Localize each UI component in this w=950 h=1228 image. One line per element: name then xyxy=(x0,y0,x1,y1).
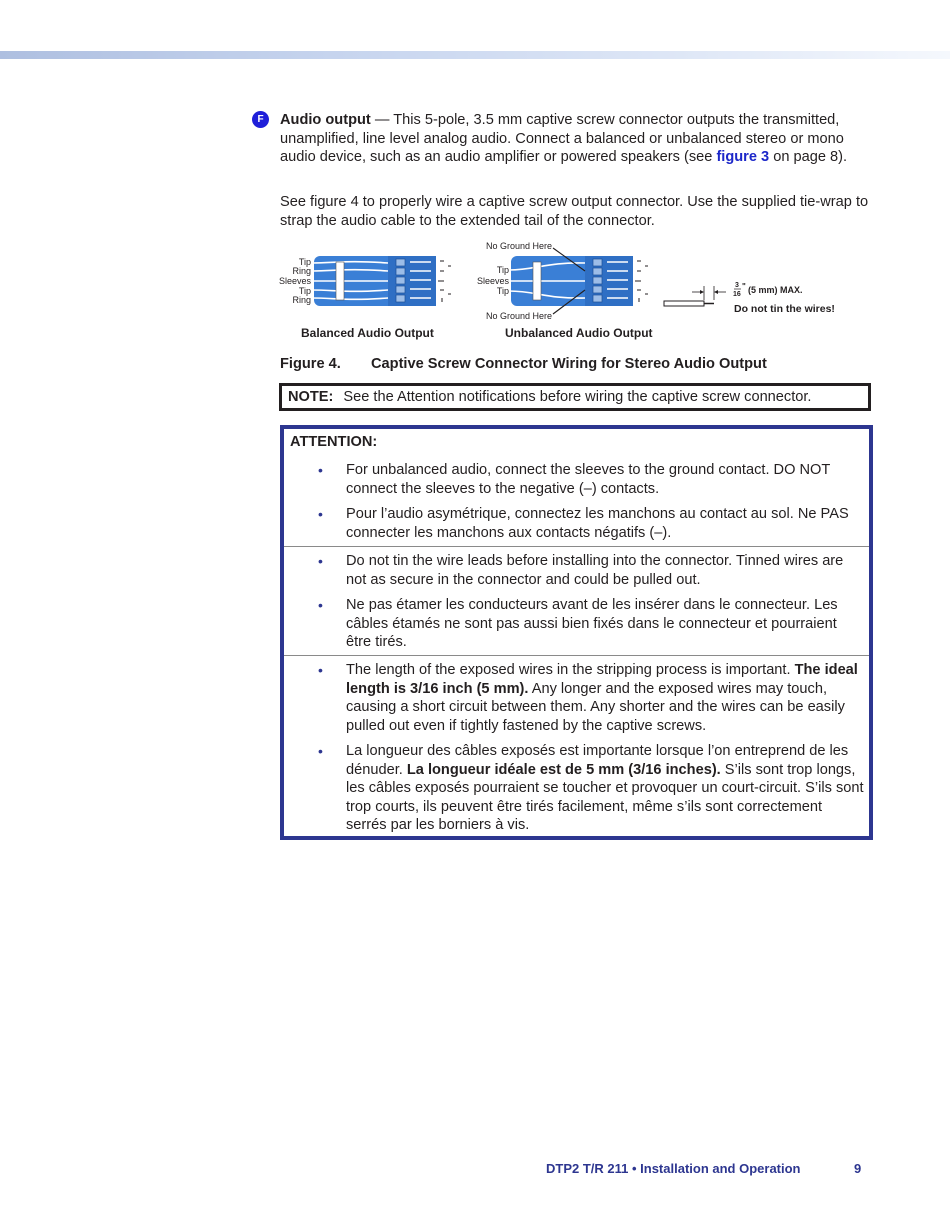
figure-caption xyxy=(280,356,767,372)
item-text: S’ils sont trop longs, les câbles exposés pourraient se toucher et provoquer un court-circuit. S’ils sont trop courts, ils peuvent être tirés facilement, même s’ils sont correctement serrés par les borniers à vis. xyxy=(346,761,864,834)
tin-warning: Do not tin the wires! xyxy=(734,303,835,315)
balanced-connector xyxy=(312,256,436,306)
bullet: • xyxy=(318,597,323,613)
figure-3-link[interactable]: figure 3 xyxy=(716,149,770,166)
audio-output-paragraph xyxy=(280,111,872,167)
balanced-caption: Balanced Audio Output xyxy=(301,326,434,340)
balanced-label-tip: Tip xyxy=(298,257,311,267)
section-title: Audio output xyxy=(280,112,371,128)
figure-title: Captive Screw Connector Wiring for Stereo Audio Output xyxy=(371,356,767,372)
stripped-wire-detail xyxy=(664,286,726,306)
attention-item xyxy=(346,661,864,735)
wiring-figure xyxy=(276,238,856,346)
wiring-paragraph: See figure 4 to properly wire a captive screw output connector. Use the supplied tie-wrap to strap the audio cable to the extended tail of the connector. xyxy=(280,194,869,229)
header-bar xyxy=(0,51,950,59)
bullet: • xyxy=(318,553,323,569)
bullet: • xyxy=(318,506,323,522)
item-emphasis: The ideal length is 3/16 inch (5 mm). xyxy=(346,662,858,697)
bullet: • xyxy=(318,662,323,678)
bullet: • xyxy=(318,462,323,478)
attention-item: Pour l’audio asymétrique, connectez les manchons au contact au sol. Ne PAS connecter les manchons aux contacts négatifs (–). xyxy=(346,506,849,541)
attention-item: Do not tin the wire leads before installing into the connector. Tinned wires are not as secure in the connector and could be pulled out. xyxy=(346,553,844,588)
balanced-label-sleeves: Sleeves xyxy=(278,276,311,286)
footer-page-number: 9 xyxy=(854,1161,862,1176)
attention-item xyxy=(346,742,864,835)
title-dash: — xyxy=(370,112,394,128)
note-box xyxy=(279,383,871,411)
section-text-2: on page 8). xyxy=(769,149,848,166)
balanced-label-tip-2: Tip xyxy=(298,286,311,296)
item-text: The length of the exposed wires in the stripping process is important. xyxy=(346,662,795,678)
attention-box xyxy=(280,425,873,840)
note-text: See the Attention notifications before wiring the captive screw connector. xyxy=(343,389,812,405)
unbalanced-connector xyxy=(509,248,633,314)
figure-number: Figure 4. xyxy=(280,356,341,372)
attention-item: For unbalanced audio, connect the sleeves to the ground contact. DO NOT connect the sleeves to the negative (–) contacts. xyxy=(346,462,831,497)
footer-doc-title: DTP2 T/R 211 • Installation and Operation xyxy=(546,1161,801,1176)
bullet: • xyxy=(318,743,323,759)
unbalanced-label-tip-2: Tip xyxy=(496,286,509,296)
unbalanced-label-tip: Tip xyxy=(496,265,509,275)
unbalanced-caption: Unbalanced Audio Output xyxy=(505,326,653,340)
max-length-label: (5 mm) MAX. xyxy=(748,285,803,295)
inch-mark: " xyxy=(742,282,746,291)
attention-divider xyxy=(284,655,869,656)
balanced-label-ring: Ring xyxy=(292,266,311,276)
fraction-denominator: 16 xyxy=(733,291,741,298)
item-text: La longueur des câbles exposés est importante lorsque l’on entreprend de les dénuder. xyxy=(346,743,849,778)
item-text: Any longer and the exposed wires may touch, causing a short circuit between them. Any shorter and the wires can be easily pulled out even if tightly fastened by the captive screws. xyxy=(346,680,845,734)
note-label: NOTE: xyxy=(288,389,334,405)
unbalanced-label-sleeves: Sleeves xyxy=(476,276,509,286)
no-ground-label-bottom: No Ground Here xyxy=(486,311,553,321)
balanced-label-ring-2: Ring xyxy=(292,295,311,305)
section-marker-f: F xyxy=(252,111,269,128)
fraction-numerator: 3 xyxy=(735,282,739,289)
attention-item: Ne pas étamer les conducteurs avant de les insérer dans le connecteur. Les câbles étamés ne sont pas aussi bien fixés dans le connecteur et pourraient être tirés. xyxy=(346,597,838,651)
no-ground-label-top: No Ground Here xyxy=(486,241,553,251)
attention-title: ATTENTION: xyxy=(290,434,378,450)
attention-divider xyxy=(284,546,869,547)
item-emphasis: La longueur idéale est de 5 mm (3/16 inches). xyxy=(406,761,721,778)
section-text-1: This 5-pole, 3.5 mm captive screw connector outputs the transmitted, unamplified, line level analog audio. Connect a balanced or unbalanced stereo or mono audio device, such as an audio amplifier or powered speakers (see xyxy=(280,112,844,166)
